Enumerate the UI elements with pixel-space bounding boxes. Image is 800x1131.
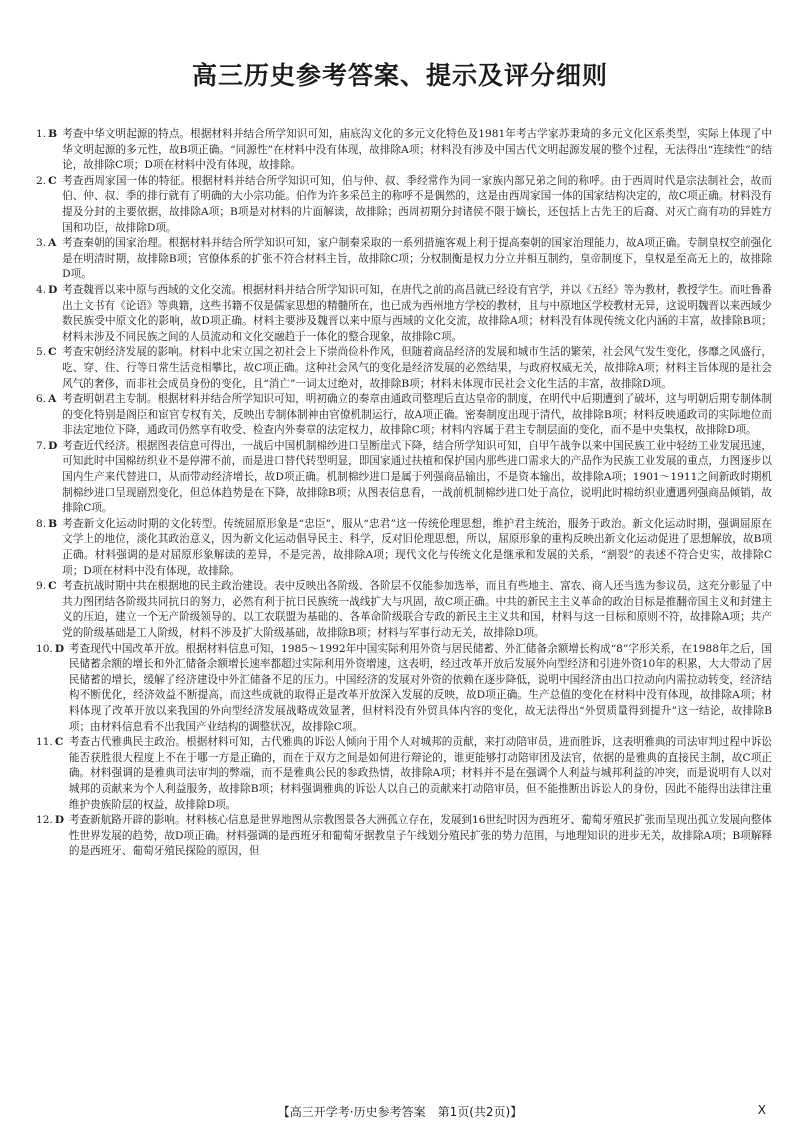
answer-item-1 xyxy=(36,127,772,174)
answer-key: D xyxy=(48,439,58,452)
answer-key: C xyxy=(48,580,57,593)
answer-key: D xyxy=(54,642,65,655)
answer-explanation: 考查新文化运动时期的文化转型。传统屈原形象是“忠臣”，服从“忠君”这一传统伦理思想，维护君主统治，服务于政治。新文化运动时期，强调屈原在文学上的地位，淡化其政治意义，因为新文化运动倡导民主、科学，反对旧伦理思想，所以，屈原形象的重构反映出新文化运动促进了思想解放，故B项正确。材料强调的是对屈原形象解读的差异，不是完善，故排除A项；现代文化与传统文化是继承和发展的关系，“割裂”的表述不符合史实，故排除C项；D项在材料中没有体现，故排除。 xyxy=(62,517,772,577)
answer-explanation: 考查秦朝的国家治理。根据材料并结合所学知识可知，家户制秦采取的一系列措施客观上利于提高秦朝的国家治理能力，故A项正确。专制皇权空前强化是在明清时期，故排除B项；官僚体系的扩张不符合材料主旨，故排除C项；分权制衡是权力分立并相互制约，皇帝制度下，皇权是至高无上的，故排除D项。 xyxy=(62,237,772,281)
footer-page-info: 【高三开学考·历史参考答案 第1页(共2页)】 xyxy=(277,1105,523,1119)
answer-item-9 xyxy=(36,579,772,641)
answer-explanation: 考查近代经济。根据图表信息可得出，一战后中国机制棉纱进口呈断崖式下降，结合所学知识可知，自甲午战争以来中国民族工业中轻纺工业发展迅速，可知此时中国棉纺织业不是停滞不前，而是进口替代转型明显，即国家通过扶植和保护国内那些进口需求大的产品作为民族工业发展的重点，力图逐步以国内生产来代替进口，从而带动经济增长，故D项正确。机制棉纱进口是属于列强商品输出，不是资本输出，故排除A项；1901～1911之间新政时期机制棉纱进口呈现剧烈变化，但总体趋势是在下降，故排除B项；从图表信息看，一战前机制棉纱进口处于高位，说明此时棉纺织业遭遇列强商品倾销，故排除C项。 xyxy=(62,439,772,515)
answer-item-7 xyxy=(36,439,772,517)
answer-list xyxy=(36,127,772,1097)
answer-number: 11. xyxy=(36,736,53,749)
answer-key: C xyxy=(48,174,57,187)
answer-explanation: 考查中华文明起源的特点。根据材料并结合所学知识可知，庙底沟文化的多元文化特色及1981年考古学家苏秉琦的多元文化区系类型，实际上体现了中华文明起源的多元性，故B项正确。“同源性”在材料中没有体现，故排除A项；材料没有涉及中国古代文明起源发展的整个过程，无法得出“连续性”的结论，故排除C项；D项在材料中没有体现，故排除。 xyxy=(62,128,772,172)
answer-explanation: 考查宋朝经济发展的影响。材料中北宋立国之初社会上下崇尚俭朴作风，但随着商品经济的发展和城市生活的繁荣，社会风气发生变化，侈靡之风盛行，吃、穿、住、行等日常生活竞相攀比，故C项正确。这种社会风气的变化是经济发展的必然结果，与政府权威无关，故排除A项；材料主旨体现的是社会风气的奢侈，而非社会成员身份的变化，且“消亡”一词太过绝对，故排除B项；材料未体现市民社会文化生活的丰富，故排除D项。 xyxy=(62,346,772,390)
answer-number: 10. xyxy=(36,642,53,655)
page-title: 高三历史参考答案、提示及评分细则 xyxy=(191,61,608,90)
answer-item-6 xyxy=(36,392,772,439)
answer-key: B xyxy=(48,128,58,140)
answer-explanation: 考查西周家国一体的特征。根据材料并结合所学知识可知，伯与仲、叔、季经常作为同一家族内部兄弟之间的称呼。由于西周时代是宗法制社会，故而伯、仲、叔、季的排行就有了明确的大小宗功能。伯作为许多采邑主的称呼不是偶然的，这是由西周家国一体的国家结构决定的，故C项正确。材料没有提及分封的主要依据，故排除A项；B项是对材料的片面解读，故排除；西周初期分封诸侯不限于嫡长，还包括上古先王的后裔、对灭亡商有功的异姓方国和功臣，故排除D项。 xyxy=(62,174,772,234)
answer-key: D xyxy=(48,283,58,296)
answer-item-8 xyxy=(36,517,772,579)
answer-key: A xyxy=(48,393,57,406)
answer-number: 4. xyxy=(36,283,47,296)
answer-number: 9. xyxy=(36,580,47,593)
page-footer xyxy=(0,1103,800,1121)
answer-explanation: 考查魏晋以来中原与西域的文化交流。根据材料并结合所学知识可知，在唐代之前的高昌就已经设有官学，并以《五经》等为教材，教授学生。而吐鲁番出土文书有《论语》等典籍，这些书籍不仅是儒家思想的精髓所在，也已成为西州地方学校的教材，且与中原地区学校教材无异，这说明魏晋以来西域少数民族受中原文化的影响，故D项正确。材料主要涉及魏晋以来中原与西域的文化交流，故排除A项；材料没有体现传统文化内涵的丰富，故排除B项；材料未涉及不同民族之间的人员流动和文化交融趋于一体化的整合现象，故排除C项。 xyxy=(62,283,772,343)
answer-item-2 xyxy=(36,174,772,236)
answer-explanation: 考查新航路开辟的影响。材料核心信息是世界地图从宗教图景各大洲孤立存在，发展到16世纪时因为西班牙、葡萄牙殖民扩张而呈现出孤立发展向整体性世界发展的趋势，故D项正确。材料强调的是西班牙和葡萄牙据教皇子午线划分殖民扩张的势力范围，与地理知识的进步无关，故排除A项；B项解释的是西班牙、葡萄牙殖民探险的原因，但 xyxy=(68,814,772,858)
answer-key: C xyxy=(48,346,57,359)
answer-explanation: 考查现代中国改革开放。根据材料信息可知，1985～1992年中国实际利用外资与居民储蓄、外汇储备余额增长构成“8”字形关系，在1988年之后，国民储蓄余额的增长和外汇储备余额增长速率都超过实际利用外资增速，这表明，经过改革开放后发展外向型经济和引进外资10年的积累，大大带动了居民储蓄的增长，缓解了经济建设中外汇储备不足的压力。中国经济的发展对外资的依赖在逐步降低，说明中国经济由出口拉动向内需拉动转变，经济结构不断优化，经济效益不断提高，而这些成就的取得正是改革开放深入发展的反映，故D项正确。生产总值的变化在材料中没有体现，故排除A项；材料体现了改革开放以来我国的外向型经济发展战略成效显著，但材料没有外贸具体内容的变化，故无法得出“外贸质量得到提升”这一结论，故排除B项；由材料信息看不出我国产业结构的调整状况，故排除C项。 xyxy=(68,642,772,733)
answer-number: 6. xyxy=(36,393,47,406)
answer-number: 3. xyxy=(36,237,47,250)
answer-item-11 xyxy=(36,735,772,813)
answer-number: 2. xyxy=(36,174,47,187)
answer-key: C xyxy=(54,736,64,749)
answer-key: B xyxy=(48,517,58,530)
answer-number: 8. xyxy=(36,517,47,530)
answer-explanation: 考查明朝君主专制。根据材料并结合所学知识可知，明初确立的奏章由通政司整理后直达皇帝的制度，在明代中后期遭到了破坏，这与明朝后期专制体制的变化特别是阁臣和宦官专权有关，反映出专制体制神由官僚机制运行，故A项正确。密奏制度出现于清代，故排除B项；材料反映通政司的实际地位而非法定地位下降，通政司仍然享有收受、检查内外奏章的法定权力，故排除C项；材料内容属于君主专制层面的变化，而不是中央集权，故排除D项。 xyxy=(62,393,772,437)
answer-item-4 xyxy=(36,283,772,345)
answer-key: A xyxy=(48,237,57,250)
answer-number: 7. xyxy=(36,439,47,452)
answer-number: 5. xyxy=(36,346,47,359)
answer-number: 1. xyxy=(36,128,47,140)
answer-item-3 xyxy=(36,236,772,283)
footer-code: X xyxy=(757,1103,766,1117)
answer-key: D xyxy=(54,814,65,827)
answer-number: 12. xyxy=(36,814,53,827)
answer-explanation: 考查古代雅典民主政治。根据材料可知，古代雅典的诉讼人倾向于用个人对城邦的贡献，来打动陪审员，进而胜诉，这表明雅典的司法审判过程中诉讼能否获胜很大程度上不在于哪一方是正确的，而在于双方之间是如何进行辩论的，谁更能够打动陪审团及法官，依据的是雅典的直接民主制，故C项正确。材料强调的是雅典司法审判的弊端，而不是雅典公民的参政热情，故排除A项；材料并不是在强调个人利益与城邦利益的冲突，而是说明有人以对城邦的贡献来为个人利益服务，故排除B项；材料强调雅典的诉讼人以自己的贡献来打动陪审员，但不能推断出诉讼人的身份，因此不能得出法律注重维护贵族阶层的权益，故排除D项。 xyxy=(68,736,772,811)
answer-item-12 xyxy=(36,813,772,860)
answer-item-5 xyxy=(36,345,772,392)
answer-item-10 xyxy=(36,642,772,736)
answer-explanation: 考查抗战时期中共在根据地的民主政治建设。表中反映出各阶级、各阶层不仅能参加选举，而且有些地主、富农、商人还当选为参议员，这充分彰显了中共力图团结各阶级共同抗日的努力，必然有利于抗日民族统一战线扩大与巩固，故C项正确。中共的新民主主义革命的政治目标是推翻帝国主义和封建主义的压迫，建立一个无产阶级领导的、以工农联盟为基础的、各革命阶级联合专政的新民主主义共和国，材料与这一目标和原则不符，故排除A项；共产党的阶级基础是工人阶级，材料不涉及扩大阶级基础，故排除B项；材料与军事行动无关，故排除D项。 xyxy=(62,580,772,639)
